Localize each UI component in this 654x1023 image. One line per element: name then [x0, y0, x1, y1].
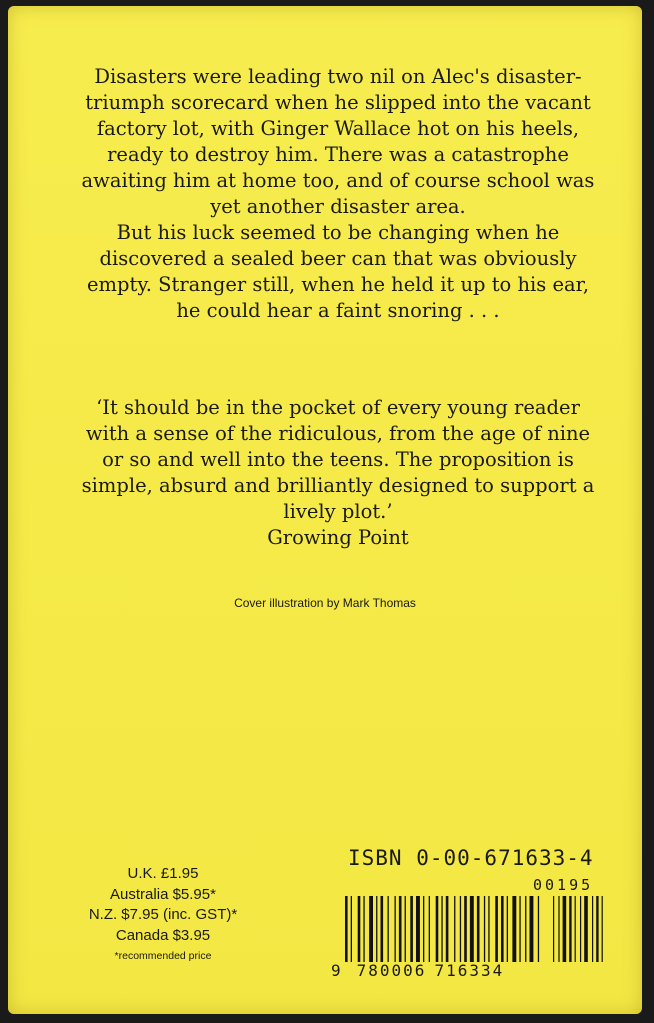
ean-right-digits: 716334 — [434, 961, 505, 980]
ean-digits — [331, 961, 626, 980]
review-text: ‘It should be in the pocket of every young reader with a sense of the ridiculous, from the age of nine or so and well into the teens. The proposition is simple, absurd and brilliantly designed to support a lively plot.’ — [81, 396, 595, 523]
barcode-icon — [343, 896, 623, 966]
review-source: Growing Point — [267, 526, 409, 549]
price-canada: Canada $3.95 — [115, 926, 211, 944]
review-quote — [78, 395, 598, 551]
cover-credit: Cover illustration by Mark Thomas — [234, 596, 416, 610]
price-note: *recommended price — [114, 950, 212, 962]
ean-lead-digit: 9 — [331, 961, 343, 980]
barcode-block — [323, 846, 623, 986]
price-list — [68, 864, 258, 962]
blurb-paragraph-2: But his luck seemed to be changing when he discovered a sealed beer can that was obviously empty. Stranger still, when he held it up to his ear, he could hear a faint snoring . . . — [86, 221, 590, 322]
price-nz: N.Z. $7.95 (inc. GST)* — [88, 906, 238, 923]
blurb — [78, 64, 598, 324]
barcode-addon-digits: 00195 — [533, 876, 594, 894]
back-cover — [8, 6, 642, 1014]
ean-left-digits: 780006 — [356, 961, 427, 980]
price-uk: U.K. £1.95 — [127, 865, 199, 882]
blurb-paragraph-1: Disasters were leading two nil on Alec's disaster-triumph scorecard when he slipped into the vacant factory lot, with Ginger Wallace hot on his heels, ready to destroy him. There was a catastrophe awaiting him at home too, and of course school was yet another disaster area. — [81, 65, 595, 218]
price-australia: Australia $5.95* — [110, 885, 216, 903]
isbn-text: ISBN 0-00-671633-4 — [348, 846, 594, 870]
